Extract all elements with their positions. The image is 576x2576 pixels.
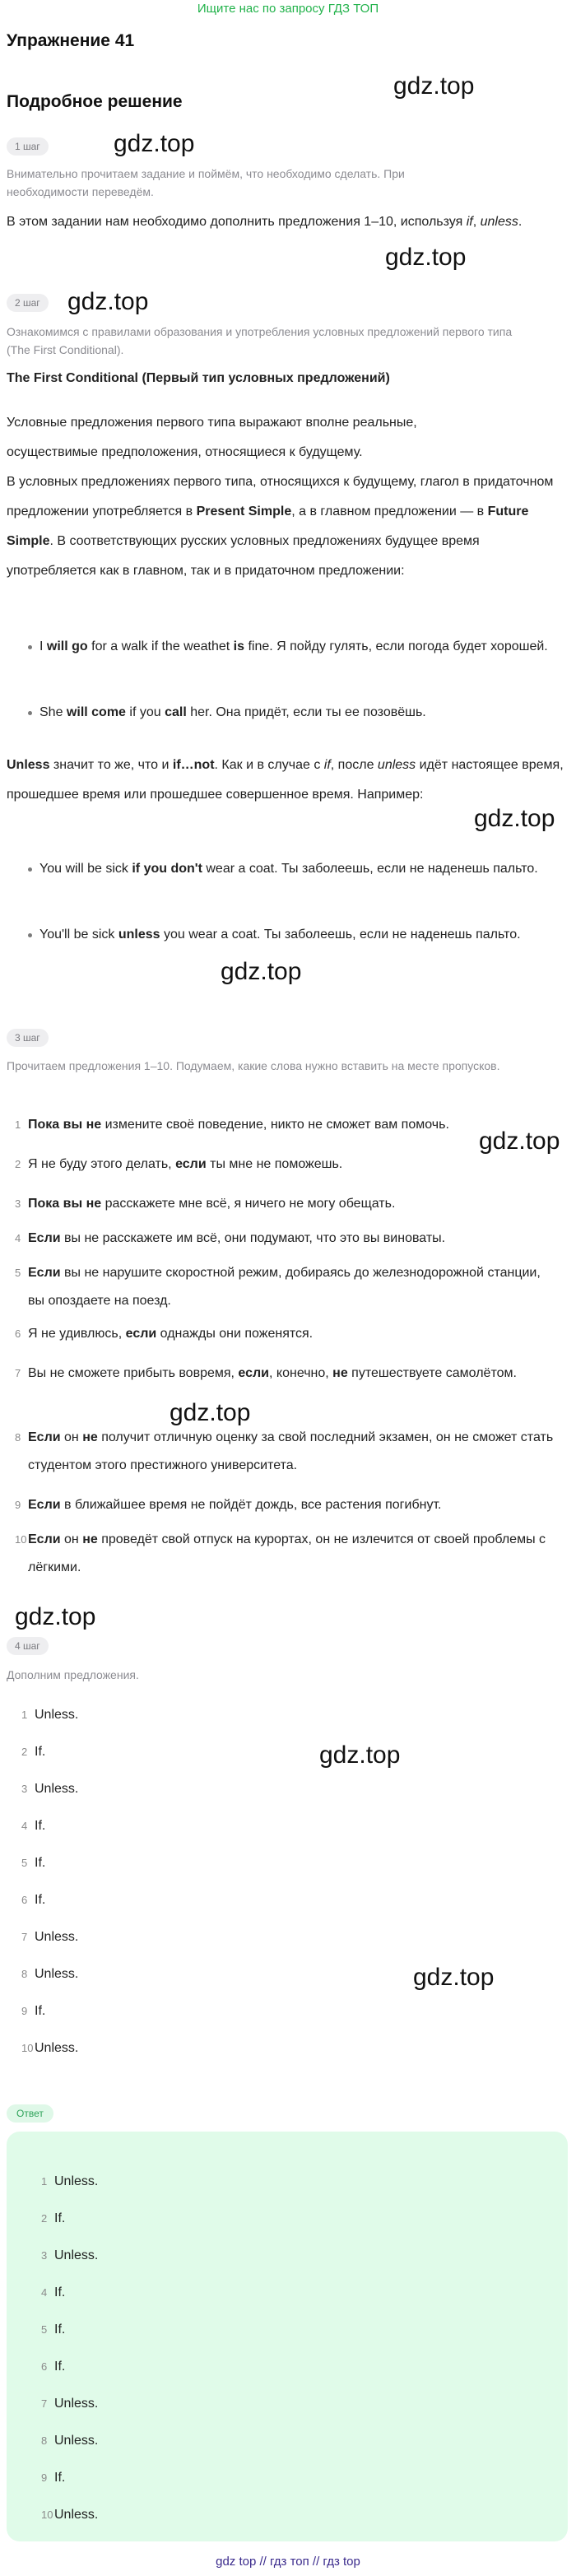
- rule-paragraph: В условных предложениях первого типа, относящихся к будущему, глагол в придаточном предложении употребляется в Present Simple, а в главном предложении — в Future Simple. В соответствующих русских условных предложениях будущее время употребляется как в главном, так и в придаточном предложении:: [7, 475, 554, 578]
- item-number: 2: [15, 1158, 21, 1170]
- item-number: 9: [21, 2005, 28, 2017]
- item-number: 9: [15, 1499, 21, 1511]
- item-keyword: не: [82, 1532, 98, 1546]
- item-number: 1: [21, 1709, 28, 1721]
- item-keyword: Пока вы не: [28, 1118, 102, 1132]
- answer-item: [41, 2205, 576, 2233]
- step4-item: [21, 1812, 576, 1840]
- item-text: If.: [35, 1745, 46, 1759]
- step1-paragraph: В этом задании нам необходимо дополнить предложения 1–10, используя if, unless.: [7, 215, 523, 229]
- search-hint-banner[interactable]: Ищите нас по запросу ГДЗ ТОП: [197, 2, 379, 16]
- item-keyword: Если: [28, 1231, 61, 1245]
- item-text: If.: [54, 2323, 66, 2337]
- item-text: путешествуете самолётом.: [347, 1366, 517, 1380]
- footer-links[interactable]: gdz top // гдз топ // гдз top: [216, 2555, 360, 2569]
- item-text: Unless.: [54, 2248, 99, 2262]
- answer-item: [41, 2316, 576, 2344]
- item-text: измените своё поведение, никто не сможет вам помочь.: [101, 1118, 449, 1132]
- item-keyword: не: [82, 1430, 98, 1444]
- item-number: 6: [21, 1894, 28, 1906]
- item-text: вы не расскажете им всё, они подумают, что это вы виноваты.: [60, 1231, 446, 1245]
- step4-item: [21, 1775, 576, 1803]
- example-bullet: I will go for a walk if the weathet is fine. Я пойду гулять, если погода будет хорошей.: [39, 632, 558, 662]
- step4-item: [21, 1886, 576, 1914]
- item-text: вы не нарушите скоростной режим, добираясь до железнодорожной станции, вы опоздаете на поезд.: [28, 1266, 541, 1308]
- item-number: 6: [41, 2360, 48, 2373]
- solution-title: Подробное решение: [7, 92, 183, 111]
- step-badge: 4 шаг: [7, 1637, 49, 1655]
- watermark: gdz.top: [221, 958, 302, 985]
- rule-paragraph: Unless значит то же, что и if…not. Как и в случае с if, после unless идёт настоящее время, прошедшее время или прошедшее совершенное время. Например:: [7, 758, 564, 802]
- item-number: 3: [41, 2249, 48, 2262]
- answer-item: [41, 2427, 576, 2455]
- step3-item: [15, 1320, 555, 1348]
- item-number: 7: [41, 2397, 48, 2410]
- step-badge: 1 шаг: [7, 137, 49, 156]
- item-text: Unless.: [35, 1708, 79, 1722]
- watermark: gdz.top: [393, 72, 475, 100]
- item-number: 3: [21, 1783, 28, 1795]
- item-keyword: Если: [28, 1430, 61, 1444]
- item-text: If.: [35, 2004, 46, 2018]
- item-text: Unless.: [35, 1782, 79, 1796]
- item-number: 7: [15, 1367, 21, 1379]
- item-number: 10: [21, 2042, 34, 2054]
- item-text: Unless.: [54, 2508, 99, 2522]
- answer-item: [41, 2279, 576, 2307]
- item-number: 5: [41, 2323, 48, 2336]
- example-bullet: You will be sick if you don't wear a coat. Ты заболеешь, если не наденешь пальто.: [39, 854, 558, 884]
- item-keyword: Если: [28, 1498, 61, 1512]
- answer-item: [41, 2390, 576, 2418]
- item-number: 1: [15, 1118, 21, 1131]
- rule-heading: The First Conditional (Первый тип условных предложений): [7, 371, 390, 385]
- step4-item: [21, 1738, 576, 1766]
- item-number: 4: [21, 1820, 28, 1832]
- step4-item: [21, 1923, 576, 1951]
- item-keyword: Если: [28, 1532, 61, 1546]
- item-number: 7: [21, 1931, 28, 1943]
- watermark: gdz.top: [474, 805, 555, 832]
- item-text: If.: [54, 2285, 66, 2299]
- item-keyword: Если: [28, 1266, 61, 1280]
- step4-item: [21, 1701, 576, 1729]
- item-text: Unless.: [35, 1930, 79, 1944]
- item-text: Unless.: [54, 2174, 99, 2188]
- step3-item: [15, 1491, 555, 1519]
- watermark: gdz.top: [114, 130, 195, 157]
- item-text: он: [60, 1532, 83, 1546]
- step-description: Ознакомимся с правилами образования и употребления условных предложений первого типа (The First Conditional).: [7, 325, 513, 356]
- item-text: If.: [54, 2360, 66, 2374]
- step3-item: [15, 1151, 555, 1179]
- item-number: 8: [41, 2434, 48, 2447]
- watermark: gdz.top: [67, 288, 149, 315]
- exercise-title: Упражнение 41: [7, 31, 135, 50]
- item-keyword: если: [238, 1366, 270, 1380]
- step4-item: [21, 1997, 576, 2025]
- item-text: Вы не сможете прибыть вовремя,: [28, 1366, 239, 1380]
- answer-item: [41, 2242, 576, 2270]
- item-number: 8: [21, 1968, 28, 1980]
- item-text: он: [60, 1430, 83, 1444]
- step4-item: [21, 1849, 576, 1877]
- item-text: в ближайшее время не пойдёт дождь, все растения погибнут.: [60, 1498, 442, 1512]
- item-text: Unless.: [35, 1967, 79, 1981]
- watermark: gdz.top: [15, 1603, 96, 1630]
- answer-item: [41, 2168, 576, 2196]
- watermark: gdz.top: [385, 244, 467, 271]
- item-keyword: если: [125, 1327, 157, 1341]
- answer-badge: Ответ: [7, 2104, 53, 2123]
- item-text: Я не буду этого делать,: [28, 1157, 176, 1171]
- item-text: , конечно,: [269, 1366, 333, 1380]
- item-keyword: если: [175, 1157, 207, 1171]
- watermark: gdz.top: [170, 1399, 251, 1426]
- step3-item: [15, 1526, 555, 1582]
- answer-item: [41, 2353, 576, 2381]
- step-badge: 3 шаг: [7, 1029, 49, 1047]
- answer-item: [41, 2501, 576, 2529]
- watermark: gdz.top: [413, 1964, 495, 1991]
- step4-item: [21, 2034, 576, 2062]
- item-text: Unless.: [54, 2397, 99, 2411]
- item-number: 10: [15, 1533, 27, 1546]
- item-text: проведёт свой отпуск на курортах, он не излечится от своей проблемы с лёгкими.: [28, 1532, 546, 1574]
- step-description: Прочитаем предложения 1–10. Подумаем, какие слова нужно вставить на месте пропусков.: [7, 1059, 500, 1072]
- item-number: 1: [41, 2175, 48, 2188]
- item-text: If.: [54, 2211, 66, 2225]
- item-keyword: не: [332, 1366, 348, 1380]
- item-number: 2: [21, 1746, 28, 1758]
- step4-item: [21, 1960, 576, 1988]
- step3-item: [15, 1111, 555, 1139]
- example-bullet: You'll be sick unless you wear a coat. Ты заболеешь, если не наденешь пальто.: [39, 920, 558, 950]
- item-number: 5: [15, 1267, 21, 1279]
- item-text: If.: [54, 2471, 66, 2485]
- step3-item: [15, 1360, 555, 1388]
- rule-paragraph: Условные предложения первого типа выражают вполне реальные, осуществимые предположения, относящиеся к будущему.: [7, 416, 417, 459]
- item-text: ты мне не поможешь.: [206, 1157, 343, 1171]
- item-number: 6: [15, 1328, 21, 1340]
- item-number: 9: [41, 2471, 48, 2484]
- step-badge: 2 шаг: [7, 294, 49, 312]
- step3-item: [15, 1424, 555, 1480]
- watermark: gdz.top: [319, 1741, 401, 1769]
- step-description: Внимательно прочитаем задание и поймём, что необходимо сделать. При необходимости переведём.: [7, 167, 405, 198]
- item-text: If.: [35, 1856, 46, 1870]
- item-text: однажды они поженятся.: [156, 1327, 314, 1341]
- item-number: 2: [41, 2212, 48, 2225]
- item-text: Unless.: [35, 2041, 79, 2055]
- answer-item: [41, 2464, 576, 2492]
- item-text: получит отличную оценку за свой последний экзамен, он не сможет стать студентом этого престижного университета.: [28, 1430, 554, 1472]
- item-number: 8: [15, 1431, 21, 1444]
- item-text: Unless.: [54, 2434, 99, 2448]
- item-text: If.: [35, 1819, 46, 1833]
- item-keyword: Пока вы не: [28, 1197, 102, 1211]
- item-number: 5: [21, 1857, 28, 1869]
- step3-item: [15, 1259, 555, 1315]
- item-number: 10: [41, 2509, 53, 2521]
- step3-item: [15, 1225, 555, 1253]
- item-number: 3: [15, 1197, 21, 1210]
- item-text: If.: [35, 1893, 46, 1907]
- item-number: 4: [15, 1232, 21, 1244]
- step3-item: [15, 1190, 555, 1218]
- example-bullet: She will come if you call her. Она придёт, если ты ее позовёшь.: [39, 698, 558, 728]
- item-number: 4: [41, 2286, 48, 2299]
- item-text: Я не удивлюсь,: [28, 1327, 126, 1341]
- watermark: gdz.top: [479, 1128, 560, 1155]
- item-text: расскажете мне всё, я ничего не могу обещать.: [101, 1197, 396, 1211]
- step-description: Дополним предложения.: [7, 1668, 139, 1681]
